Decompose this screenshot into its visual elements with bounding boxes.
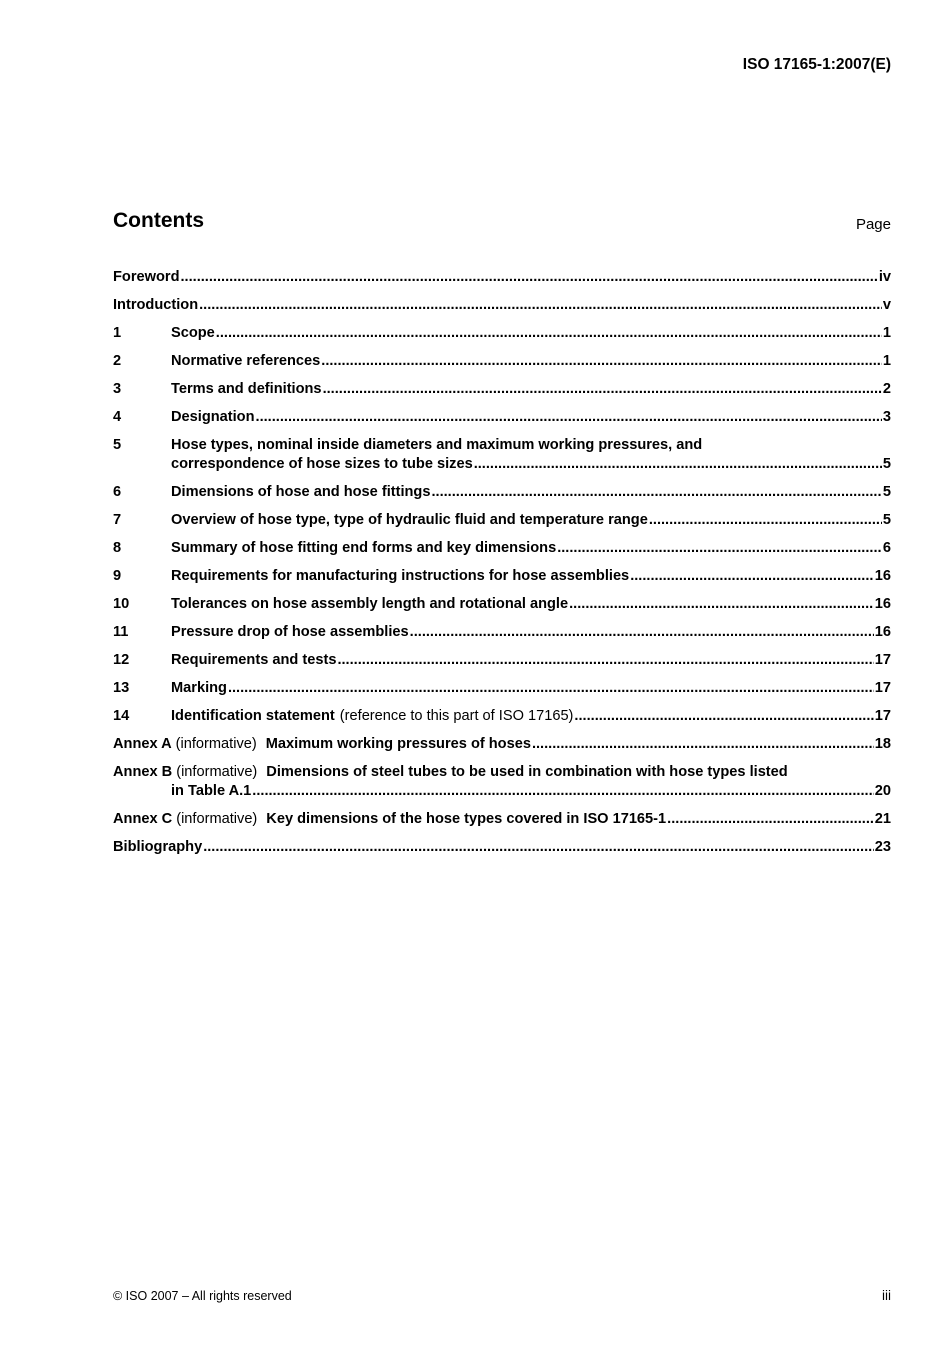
- toc-entry-page: iv: [878, 269, 891, 285]
- toc-entry-title: Overview of hose type, type of hydraulic fluid and temperature range: [171, 512, 648, 528]
- toc-entry-title-line1: Dimensions of steel tubes to be used in combination with hose types listed: [266, 764, 788, 780]
- footer-page-number: iii: [882, 1288, 891, 1303]
- toc-entry-terms-and-definitions[interactable]: [113, 380, 891, 399]
- toc-entry-designation[interactable]: [113, 408, 891, 427]
- dot-leader: [532, 735, 874, 754]
- toc-entry-manufacturing-instructions[interactable]: [113, 567, 891, 586]
- toc-entry-page: 17: [874, 680, 891, 696]
- annex-type: (informative): [175, 736, 257, 752]
- toc-entry-page: 18: [874, 736, 891, 752]
- dot-leader: [180, 268, 877, 287]
- toc-entry-title: Requirements and tests: [171, 652, 337, 668]
- toc-entry-title: Terms and definitions: [171, 381, 322, 397]
- dot-leader: [252, 782, 873, 801]
- dot-leader: [431, 483, 881, 502]
- toc-entry-title: Dimensions of hose and hose fittings: [171, 484, 431, 500]
- toc-entry-page: 6: [882, 540, 891, 556]
- toc-entry-page: 20: [874, 783, 891, 799]
- toc-entry-tolerances[interactable]: [113, 595, 891, 614]
- toc-entry-title: Scope: [171, 325, 215, 341]
- dot-leader: [203, 838, 874, 857]
- toc-entry-annex-a[interactable]: [113, 735, 891, 754]
- annex-type: (informative): [176, 764, 258, 780]
- annex-label: Annex A: [113, 736, 172, 752]
- toc-entry-number: 13: [113, 680, 130, 696]
- dot-leader: [321, 352, 882, 371]
- toc-entry-page: 16: [874, 596, 891, 612]
- toc-entry-title-line2: correspondence of hose sizes to tube sizes: [171, 456, 473, 472]
- toc-entry-title: Introduction: [113, 297, 199, 313]
- toc-entry-page: 1: [882, 353, 891, 369]
- toc-entry-page: v: [882, 297, 891, 313]
- dot-leader: [216, 324, 882, 343]
- page-column-label: Page: [855, 216, 891, 233]
- toc-entry-number: 11: [113, 624, 129, 640]
- toc-entry-title: Requirements for manufacturing instructions for hose assemblies: [171, 568, 630, 584]
- toc-entry-page: 23: [874, 839, 891, 855]
- toc-entry-requirements-and-tests[interactable]: [113, 651, 891, 670]
- toc-entry-summary[interactable]: [113, 539, 891, 558]
- toc-entry-marking[interactable]: [113, 679, 891, 698]
- toc-entry-number: 8: [113, 540, 122, 556]
- annex-label: Annex B: [113, 764, 173, 780]
- toc-entry-title: Identification statement: [171, 708, 335, 724]
- toc-entry-page: 5: [882, 512, 891, 528]
- annex-type: (informative): [176, 811, 258, 827]
- toc-entry-page: 5: [882, 484, 891, 500]
- toc-entry-introduction[interactable]: [113, 296, 891, 315]
- toc-entry-page: 3: [882, 409, 891, 425]
- toc-entry-number: 1: [113, 325, 122, 341]
- toc-entry-page: 16: [874, 624, 891, 640]
- toc-entry-title: Tolerances on hose assembly length and rotational angle: [171, 596, 569, 612]
- dot-leader: [199, 296, 882, 315]
- toc-entry-identification-statement[interactable]: [113, 707, 891, 726]
- toc-entry-number: 14: [113, 708, 130, 724]
- toc-entry-page: 2: [882, 381, 891, 397]
- toc-entry-foreword[interactable]: [113, 268, 891, 287]
- toc-entry-title: Maximum working pressures of hoses: [265, 736, 531, 752]
- toc-entry-number: 2: [113, 353, 122, 369]
- toc-entry-number: 7: [113, 512, 122, 528]
- dot-leader: [228, 679, 874, 698]
- toc-entry-hose-types[interactable]: [113, 436, 891, 474]
- toc-entry-number: 5: [113, 437, 122, 453]
- toc-entry-title: Bibliography: [113, 839, 203, 855]
- toc-entry-scope[interactable]: [113, 324, 891, 343]
- dot-leader: [574, 707, 873, 726]
- toc-entry-title: Key dimensions of the hose types covered in ISO 17165-1: [266, 811, 667, 827]
- toc-entry-annex-b[interactable]: [113, 763, 891, 801]
- toc-entry-page: 21: [874, 811, 891, 827]
- toc-entry-page: 17: [874, 652, 891, 668]
- toc-entry-title: Pressure drop of hose assemblies: [171, 624, 409, 640]
- toc-entry-number: 4: [113, 409, 122, 425]
- toc-entry-title: Normative references: [171, 353, 321, 369]
- dot-leader: [323, 380, 882, 399]
- toc-entry-title: Designation: [171, 409, 255, 425]
- toc-entry-title: Marking: [171, 680, 227, 696]
- toc-entry-bibliography[interactable]: [113, 838, 891, 857]
- dot-leader: [569, 595, 874, 614]
- toc-entry-number: 9: [113, 568, 122, 584]
- dot-leader: [557, 539, 882, 558]
- toc-entry-title: Summary of hose fitting end forms and key dimensions: [171, 540, 557, 556]
- toc-entry-number: 3: [113, 381, 122, 397]
- dot-leader: [667, 810, 874, 829]
- toc-entry-pressure-drop[interactable]: [113, 623, 891, 642]
- dot-leader: [649, 511, 882, 530]
- toc-entry-page: 1: [882, 325, 891, 341]
- contents-title: Contents: [113, 209, 204, 232]
- toc-entry-number: 12: [113, 652, 130, 668]
- footer-copyright: © ISO 2007 – All rights reserved: [113, 1289, 292, 1303]
- toc-entry-title-line1: Hose types, nominal inside diameters and maximum working pressures, and: [171, 437, 703, 453]
- dot-leader: [337, 651, 873, 670]
- toc-entry-page: 16: [874, 568, 891, 584]
- dot-leader: [630, 567, 874, 586]
- toc-entry-page: 5: [882, 456, 891, 472]
- dot-leader: [410, 623, 874, 642]
- annex-label: Annex C: [113, 811, 173, 827]
- dot-leader: [256, 408, 882, 427]
- dot-leader: [474, 455, 882, 474]
- toc-entry-number: 6: [113, 484, 122, 500]
- document-id: ISO 17165-1:2007(E): [742, 56, 891, 73]
- toc-entry-annex-c[interactable]: [113, 810, 891, 829]
- toc-entry-dimensions[interactable]: [113, 483, 891, 502]
- table-of-contents: [113, 268, 891, 866]
- toc-entry-normative-references[interactable]: [113, 352, 891, 371]
- toc-entry-title: Foreword: [113, 269, 180, 285]
- toc-entry-title-line2: in Table A.1: [171, 783, 252, 799]
- toc-entry-overview[interactable]: [113, 511, 891, 530]
- toc-entry-page: 17: [874, 708, 891, 724]
- toc-entry-title-note: (reference to this part of ISO 17165): [339, 708, 574, 724]
- toc-entry-number: 10: [113, 596, 130, 612]
